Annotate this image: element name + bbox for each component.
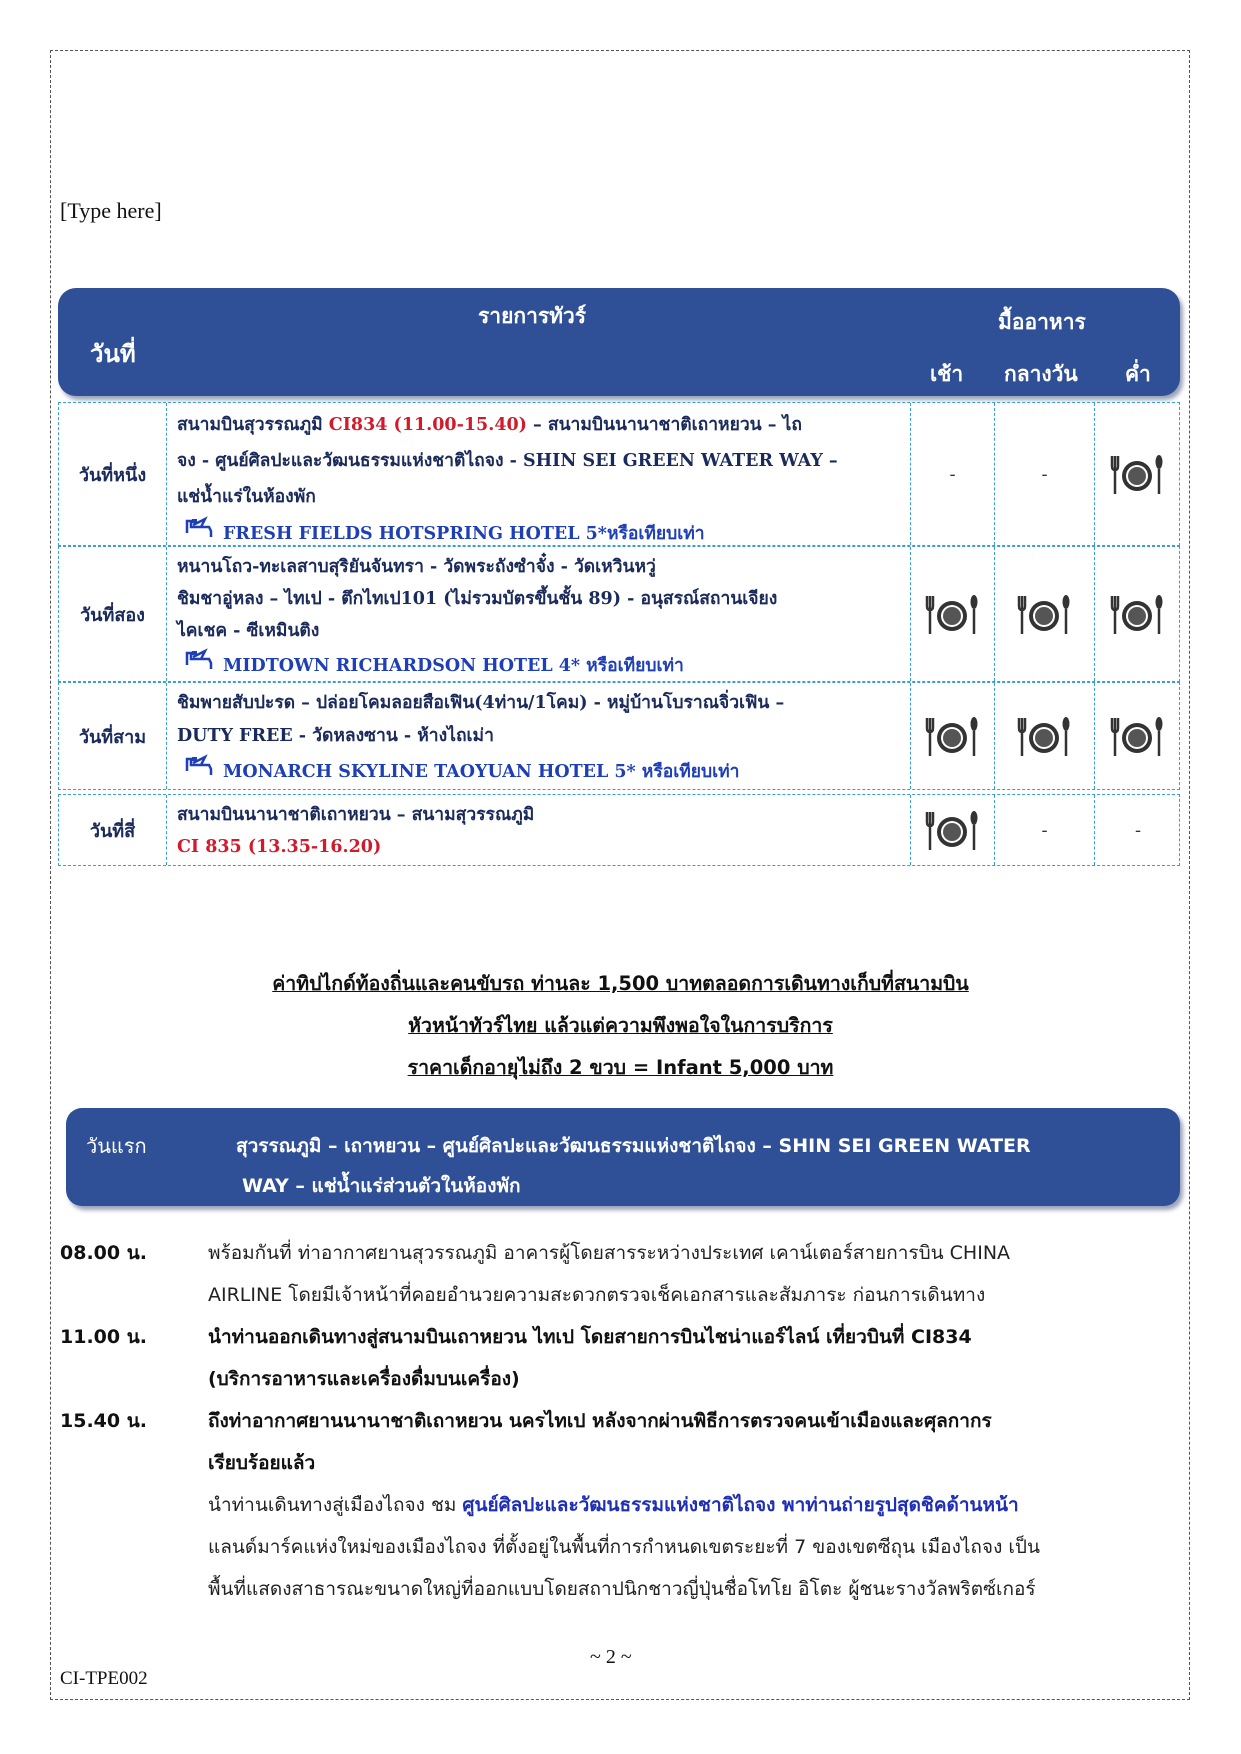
bed-icon — [185, 753, 213, 777]
dinner-cell — [1095, 403, 1181, 545]
timeline-entry — [60, 1400, 1170, 1630]
table-row — [58, 794, 1180, 866]
bed-icon — [185, 515, 213, 539]
time-label: 11.00 น. — [60, 1326, 147, 1348]
flight-code: CI 835 (13.35-16.20) — [177, 837, 382, 857]
day-cell: วันที่หนึ่ง — [59, 403, 167, 545]
program-cell — [167, 547, 911, 681]
meal-icon — [1109, 590, 1167, 638]
day-title — [236, 1126, 1146, 1206]
dinner-cell: - — [1134, 819, 1142, 841]
tour-leader-note: หัวหน้าทัวร์ไทย แล้วแต่ความพึงพอใจในการบริการ — [408, 1014, 833, 1037]
program-text: – สนามบินนานาชาติเถาหยวน – ไถ — [526, 415, 802, 435]
program-text: ไคเชค - ซีเหมินติง — [177, 621, 320, 641]
table-row — [58, 682, 1180, 790]
program-cell — [167, 795, 911, 865]
infant-price-note: ราคาเด็กอายุไม่ถึง 2 ขวบ = Infant 5,000 บาท — [407, 1056, 834, 1079]
day-title-line: สุวรรณภูมิ – เถาหยวน – ศูนย์ศิลปะและวัฒนธรรมแห่งชาติไถจง – SHIN SEI GREEN WATER — [236, 1135, 1031, 1157]
timeline-line: AIRLINE โดยมีเจ้าหน้าที่คอยอำนวยความสะดวกตรวจเช็คเอกสารและสัมภาระ ก่อนการเดินทาง — [208, 1284, 986, 1306]
meal-icon — [1109, 450, 1167, 498]
header-day: วันที่ — [90, 339, 136, 368]
day-cell: วันที่สาม — [59, 683, 167, 789]
footer-code: CI-TPE002 — [60, 1668, 148, 1689]
program-cell — [167, 683, 911, 789]
timeline-entry — [60, 1316, 1170, 1402]
program-cell — [167, 403, 911, 545]
header-dinner: ค่ำ — [1125, 361, 1151, 386]
header-meals: มื้ออาหาร — [998, 309, 1086, 334]
time-label: 15.40 น. — [60, 1410, 147, 1432]
breakfast-cell — [911, 547, 995, 681]
time-label: 08.00 น. — [60, 1242, 147, 1264]
program-text: จง - ศูนย์ศิลปะและวัฒนธรรมแห่งชาติไถจง - SHIN SEI GREEN WATER WAY – — [177, 451, 838, 471]
breakfast-cell: - — [911, 403, 995, 545]
timeline-text — [208, 1316, 1198, 1400]
meal-icon — [1109, 712, 1167, 760]
hotel-name: MONARCH SKYLINE TAOYUAN HOTEL 5* หรือเทียบเท่า — [223, 762, 740, 782]
hotel-line — [177, 753, 900, 789]
dinner-cell — [1095, 683, 1181, 789]
meal-icon — [924, 806, 982, 854]
hotel-name: FRESH FIELDS HOTSPRING HOTEL 5*หรือเทียบเท่า — [223, 524, 705, 544]
meal-icon — [1016, 590, 1074, 638]
header-placeholder: [Type here] — [60, 198, 162, 223]
itinerary-table-header — [58, 288, 1180, 396]
lunch-cell: - — [995, 403, 1095, 545]
timeline-line: พร้อมกันที่ ท่าอากาศยานสุวรรณภูมิ อาคารผู้โดยสารระหว่างประเทศ เคาน์เตอร์สายการบิน CHINA — [208, 1242, 1011, 1264]
header-lunch: กลางวัน — [1004, 361, 1078, 386]
highlight-text: ศูนย์ศิลปะและวัฒนธรรมแห่งชาติไถจง พาท่านถ่ายรูปสุดชิคด้านหน้า — [462, 1494, 1019, 1516]
flight-code: CI834 (11.00-15.40) — [328, 415, 527, 435]
timeline-line: ถึงท่าอากาศยานนานาชาติเถาหยวน นครไทเป หลังจากผ่านพิธีการตรวจคนเข้าเมืองและศุลกากร — [208, 1410, 992, 1432]
timeline-line: แลนด์มาร์คแห่งใหม่ของเมืองไถจง ที่ตั้งอยู่ในพื้นที่การกำหนดเขตระยะที่ 7 ของเขตซีถุน เมืองไถจง เป็น — [208, 1536, 1040, 1558]
timeline-line: นำท่านออกเดินทางสู่สนามบินเถาหยวน ไทเป โดยสายการบินไชน่าแอร์ไลน์ เที่ยวบินที่ CI834 — [208, 1326, 972, 1348]
header-breakfast: เช้า — [930, 361, 964, 386]
table-row — [58, 546, 1180, 682]
timeline-entry — [60, 1232, 1170, 1318]
header-program: รายการทัวร์ — [478, 303, 587, 328]
day-cell: วันที่สี่ — [59, 795, 167, 865]
timeline-line: (บริการอาหารและเครื่องดื่มบนเครื่อง) — [208, 1368, 520, 1390]
breakfast-cell — [911, 795, 995, 865]
meal-icon — [924, 712, 982, 760]
timeline-line: เรียบร้อยแล้ว — [208, 1452, 316, 1474]
table-row — [58, 402, 1180, 546]
timeline-line: นำท่านเดินทางสู่เมืองไถจง ชม — [208, 1494, 463, 1516]
meal-icon — [924, 590, 982, 638]
program-text: ชิมชาอู่หลง – ไทเป - ตึกไทเป101 (ไม่รวมบัตรขึ้นชั้น 89) - อนุสรณ์สถานเจียง — [177, 589, 778, 609]
program-text: ชิมพายสับปะรด – ปล่อยโคมลอยสือเฟิน(4ท่าน/1โคม) - หมู่บ้านโบราณจิ่วเฟิน – — [177, 693, 785, 713]
hotel-line — [177, 647, 900, 682]
page-number: ~ 2 ~ — [590, 1646, 632, 1668]
day-title-line: WAY – แช่น้ำแร่ส่วนตัวในห้องพัก — [242, 1175, 521, 1197]
program-text: DUTY FREE - วัดหลงซาน - ห้างไถเม่า — [177, 726, 494, 746]
program-text: แช่น้ำแร่ในห้องพัก — [177, 487, 316, 507]
program-text: หนานโถว-ทะเลสาบสุริยันจันทรา - วัดพระถังซำจั๋ง - วัดเหวินหวู่ — [177, 557, 656, 577]
day-label: วันแรก — [86, 1134, 147, 1158]
day-cell: วันที่สอง — [59, 547, 167, 681]
timeline-text — [208, 1232, 1198, 1316]
dinner-cell — [1095, 547, 1181, 681]
timeline-line: พื้นที่แสดงสาธารณะขนาดใหญ่ที่ออกแบบโดยสถาปนิกชาวญี่ปุ่นชื่อโทโย อิโตะ ผู้ชนะรางวัลพริตซ์เกอร์ — [208, 1578, 1036, 1600]
tip-note: ค่าทิปไกด์ท้องถิ่นและคนขับรถ ท่านละ 1,500 บาทตลอดการเดินทางเก็บที่สนามบิน — [272, 972, 969, 995]
timeline-text — [208, 1400, 1198, 1610]
lunch-cell — [995, 547, 1095, 681]
program-text: สนามบินสุวรรณภูมิ — [177, 415, 329, 435]
hotel-name: MIDTOWN RICHARDSON HOTEL 4* หรือเทียบเท่า — [223, 656, 684, 676]
lunch-cell: - — [995, 795, 1095, 865]
lunch-cell — [995, 683, 1095, 789]
day-one-banner — [66, 1108, 1180, 1206]
program-text: สนามบินนานาชาติเถาหยวน – สนามสุวรรณภูมิ — [177, 805, 535, 825]
breakfast-cell — [911, 683, 995, 789]
bed-icon — [185, 647, 213, 671]
meal-icon — [1016, 712, 1074, 760]
